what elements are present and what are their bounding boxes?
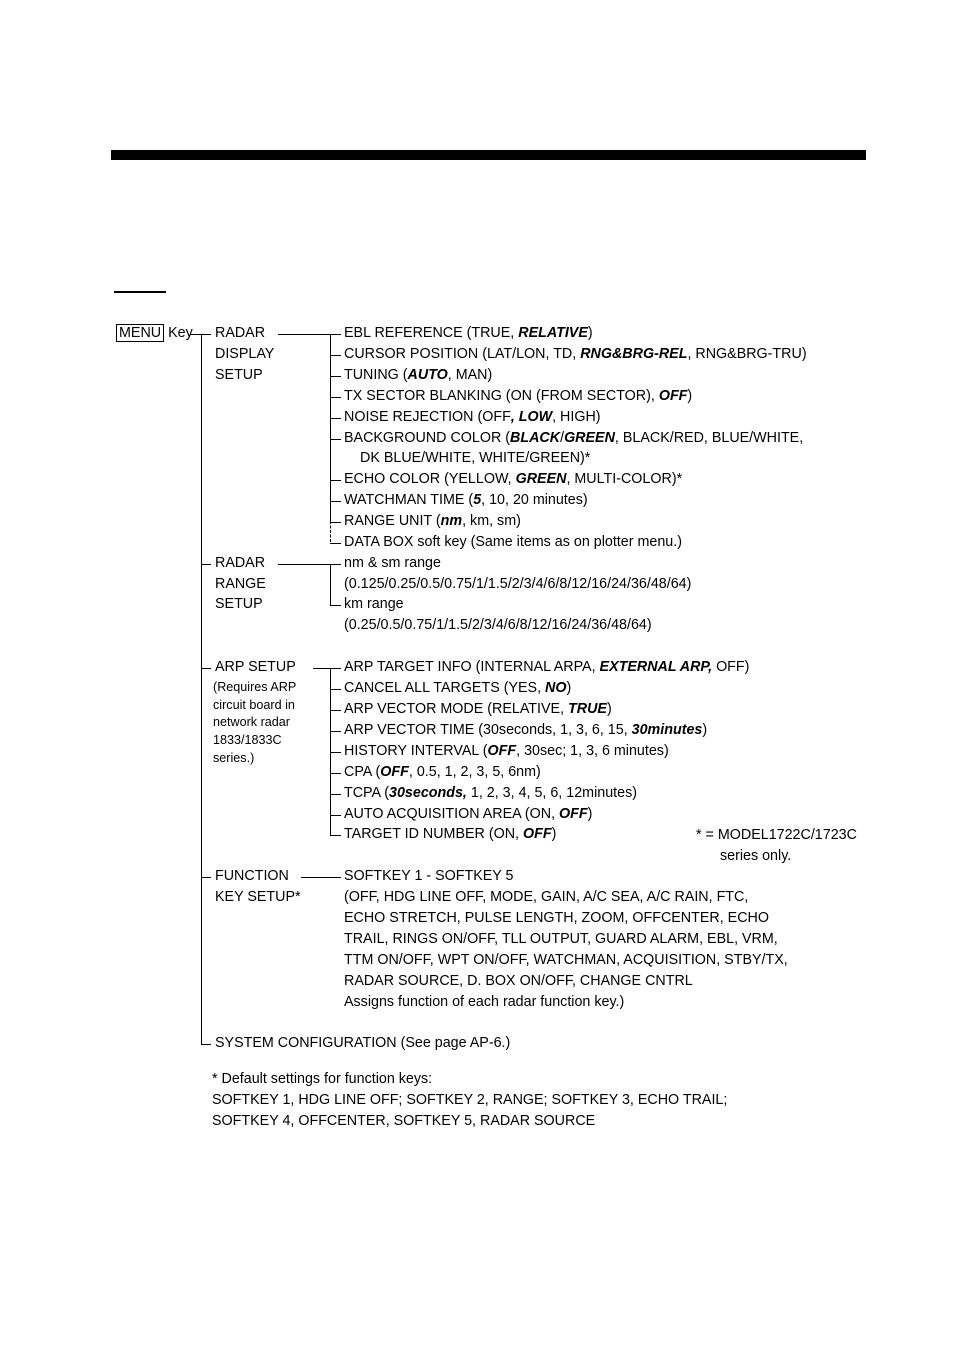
default-value-wrap — [518, 325, 588, 341]
option-text: BACKGROUND COLOR ( — [344, 430, 511, 446]
label-line: KEY SETUP* — [215, 889, 301, 905]
default-value: OFF — [522, 826, 552, 842]
branch-tick — [330, 334, 341, 335]
default-value: TRUE — [568, 701, 607, 717]
default-value: GREEN — [564, 430, 615, 446]
model-note-line: series only. — [720, 848, 792, 864]
menu-option[interactable] — [344, 388, 692, 405]
option-text: CANCEL ALL TARGETS (YES, — [344, 680, 546, 696]
option-values: TTM ON/OFF, WPT ON/OFF, WATCHMAN, ACQUISITION, STBY/TX, — [344, 952, 788, 968]
option-text: ) — [551, 826, 557, 842]
menu-option[interactable] — [344, 367, 492, 384]
branch-tick — [330, 564, 341, 565]
menu-option[interactable] — [344, 826, 556, 843]
default-value-wrap — [389, 785, 467, 801]
default-value-wrap — [473, 492, 481, 508]
branch-tick — [330, 376, 341, 377]
branch-tick — [330, 480, 341, 481]
default-value: OFF — [380, 764, 409, 780]
footnote-line: SOFTKEY 1, HDG LINE OFF; SOFTKEY 2, RANGE; SOFTKEY 3, ECHO TRAIL; — [212, 1092, 728, 1108]
option-values: (0.25/0.5/0.75/1/1.5/2/3/4/6/8/12/16/24/36/48/64) — [344, 617, 652, 633]
system-configuration-item[interactable]: SYSTEM CONFIGURATION (See page AP-6.) — [215, 1035, 511, 1051]
default-value: RNG&BRG-REL — [580, 346, 688, 362]
branch-tick — [330, 668, 341, 669]
note-line: network radar — [213, 715, 290, 729]
default-value: BLACK — [510, 430, 561, 446]
option-values: RADAR SOURCE, D. BOX ON/OFF, CHANGE CNTRL — [344, 973, 693, 989]
default-value-wrap — [408, 367, 448, 383]
option-text: , HIGH) — [552, 409, 601, 425]
option-text: ARP VECTOR TIME (30seconds, 1, 3, 6, 15, — [344, 722, 632, 738]
arp-setup-label[interactable]: ARP SETUP — [215, 659, 296, 675]
option-text: ) — [587, 806, 593, 822]
menu-key-label — [116, 325, 193, 342]
option-text: NOISE REJECTION (OFF — [344, 409, 511, 425]
option-text: OFF) — [712, 659, 750, 675]
option-text: AUTO ACQUISITION AREA (ON, — [344, 806, 560, 822]
note-line: (Requires ARP — [213, 680, 297, 694]
menu-option[interactable]: km range — [344, 596, 404, 612]
default-value: EXTERNAL ARP, — [599, 659, 713, 675]
default-value-wrap — [568, 701, 607, 717]
option-text: CPA ( — [344, 764, 381, 780]
branch-tick — [330, 501, 341, 502]
menu-option[interactable] — [344, 680, 571, 697]
label-line: RADAR — [215, 555, 266, 571]
option-text: / — [560, 430, 565, 446]
option-text: ARP TARGET INFO (INTERNAL ARPA, — [344, 659, 600, 675]
option-text: ) — [606, 701, 612, 717]
menu-option[interactable] — [344, 492, 588, 509]
menu-option[interactable] — [344, 346, 807, 363]
option-text: ARP VECTOR MODE (RELATIVE, — [344, 701, 569, 717]
branch-tick — [330, 439, 341, 440]
default-value-wrap — [559, 806, 588, 822]
option-text: , MULTI-COLOR)* — [566, 471, 683, 487]
option-text: DATA BOX soft key (Same items as on plotter menu.) — [344, 534, 682, 550]
option-values: TRAIL, RINGS ON/OFF, TLL OUTPUT, GUARD ALARM, EBL, VRM, — [344, 931, 778, 947]
default-value: OFF — [487, 743, 517, 759]
default-value-wrap — [441, 513, 462, 529]
default-value-wrap — [580, 346, 687, 362]
option-text: EBL REFERENCE (TRUE, — [344, 325, 519, 341]
default-value-wrap — [516, 471, 567, 487]
default-value: RELATIVE — [518, 325, 588, 341]
label-line: DISPLAY — [215, 346, 275, 362]
branch-tick — [330, 794, 341, 795]
footnote-line: SOFTKEY 4, OFFCENTER, SOFTKEY 5, RADAR SOURCE — [212, 1113, 596, 1129]
footnote-line: * Default settings for function keys: — [212, 1071, 433, 1087]
option-text: TX SECTOR BLANKING (ON (FROM SECTOR), — [344, 388, 659, 404]
option-text: HISTORY INTERVAL ( — [344, 743, 488, 759]
default-value: 30minutes — [631, 722, 703, 738]
branch-tick — [330, 418, 341, 419]
label-line: RADAR — [215, 325, 266, 341]
branch-tick — [330, 752, 341, 753]
menu-option[interactable] — [344, 430, 803, 447]
default-value-wrap — [600, 659, 713, 675]
menu-option[interactable] — [344, 764, 541, 781]
chapter-title-bar — [111, 150, 866, 160]
default-value-wrap — [523, 826, 552, 842]
menu-option[interactable] — [344, 471, 682, 488]
branch-tick — [330, 710, 341, 711]
option-text: CURSOR POSITION (LAT/LON, TD, — [344, 346, 581, 362]
option-text: WATCHMAN TIME ( — [344, 492, 474, 508]
menu-option[interactable] — [344, 409, 601, 426]
default-value-wrap — [511, 409, 552, 425]
menu-option[interactable] — [344, 659, 749, 676]
option-text: , 30sec; 1, 3, 6 minutes) — [516, 743, 669, 759]
branch-tick — [330, 355, 341, 356]
option-text: , 0.5, 1, 2, 3, 5, 6nm) — [408, 764, 541, 780]
branch-tick — [330, 835, 341, 836]
default-value-wrap — [564, 430, 615, 446]
menu-option[interactable] — [344, 325, 593, 342]
branch-tick — [330, 397, 341, 398]
default-value-wrap — [380, 764, 409, 780]
note-line: series.) — [213, 751, 255, 765]
option-text: TARGET ID NUMBER (ON, — [344, 826, 523, 842]
default-value: OFF — [658, 388, 688, 404]
menu-option[interactable] — [344, 513, 521, 530]
option-text: , 10, 20 minutes) — [481, 492, 588, 508]
option-text: ECHO COLOR (YELLOW, — [344, 471, 516, 487]
default-value: NO — [545, 680, 567, 696]
default-value: OFF — [559, 806, 588, 822]
label-line: FUNCTION — [215, 868, 289, 884]
option-text: , MAN) — [447, 367, 493, 383]
option-text: ) — [566, 680, 572, 696]
option-text: , BLACK/RED, BLUE/WHITE, — [614, 430, 804, 446]
menu-option[interactable] — [344, 806, 592, 823]
branch-tick — [330, 605, 341, 606]
label-line: SETUP — [215, 596, 263, 612]
menu-option[interactable] — [344, 722, 707, 739]
key-text: Key — [168, 325, 193, 341]
option-text: ) — [702, 722, 708, 738]
default-value: AUTO — [407, 367, 448, 383]
default-value-wrap — [488, 743, 517, 759]
default-value-wrap — [632, 722, 703, 738]
default-value: 30seconds, — [389, 785, 467, 801]
note-line: 1833/1833C — [213, 733, 282, 747]
default-value: , LOW — [510, 409, 553, 425]
default-value-wrap — [659, 388, 688, 404]
label-line: RANGE — [215, 576, 266, 592]
branch-tick — [330, 815, 341, 816]
default-value-wrap — [510, 430, 560, 446]
option-values: ECHO STRETCH, PULSE LENGTH, ZOOM, OFFCENTER, ECHO — [344, 910, 769, 926]
option-text: ) — [687, 388, 693, 404]
menu-option[interactable] — [344, 785, 637, 802]
option-text: TUNING ( — [344, 367, 408, 383]
default-value: 5 — [473, 492, 482, 508]
menu-option[interactable]: SOFTKEY 1 - SOFTKEY 5 — [344, 868, 514, 884]
option-text: RANGE UNIT ( — [344, 513, 441, 529]
branch-tick — [330, 731, 341, 732]
option-text: ) — [587, 325, 593, 341]
menu-option-continuation — [360, 450, 590, 467]
default-value: GREEN — [515, 471, 567, 487]
branch-tick — [330, 689, 341, 690]
default-value: nm — [440, 513, 463, 529]
default-value-wrap — [545, 680, 566, 696]
menu-option[interactable] — [344, 534, 682, 551]
option-text: , RNG&BRG-TRU) — [687, 346, 807, 362]
option-text: , km, sm) — [462, 513, 521, 529]
option-values: (0.125/0.25/0.5/0.75/1/1.5/2/3/4/6/8/12/16/24/36/48/64) — [344, 576, 692, 592]
note-line: circuit board in — [213, 698, 295, 712]
menu-key-box: MENU — [116, 324, 164, 342]
option-text: DK BLUE/WHITE, WHITE/GREEN)* — [360, 450, 591, 466]
option-text: 1, 2, 3, 4, 5, 6, 12minutes) — [466, 785, 637, 801]
branch-tick — [330, 773, 341, 774]
section-rule — [114, 291, 166, 293]
menu-option[interactable] — [344, 701, 612, 718]
branch-tick — [330, 522, 341, 523]
model-note-line: * = MODEL1722C/1723C — [696, 827, 857, 843]
menu-option[interactable] — [344, 743, 669, 760]
option-values: (OFF, HDG LINE OFF, MODE, GAIN, A/C SEA, A/C RAIN, FTC, — [344, 889, 749, 905]
label-line: SETUP — [215, 367, 263, 383]
option-text: TCPA ( — [344, 785, 390, 801]
option-values: Assigns function of each radar function key.) — [344, 994, 625, 1010]
branch-tick — [330, 543, 341, 544]
menu-option[interactable]: nm & sm range — [344, 555, 441, 571]
